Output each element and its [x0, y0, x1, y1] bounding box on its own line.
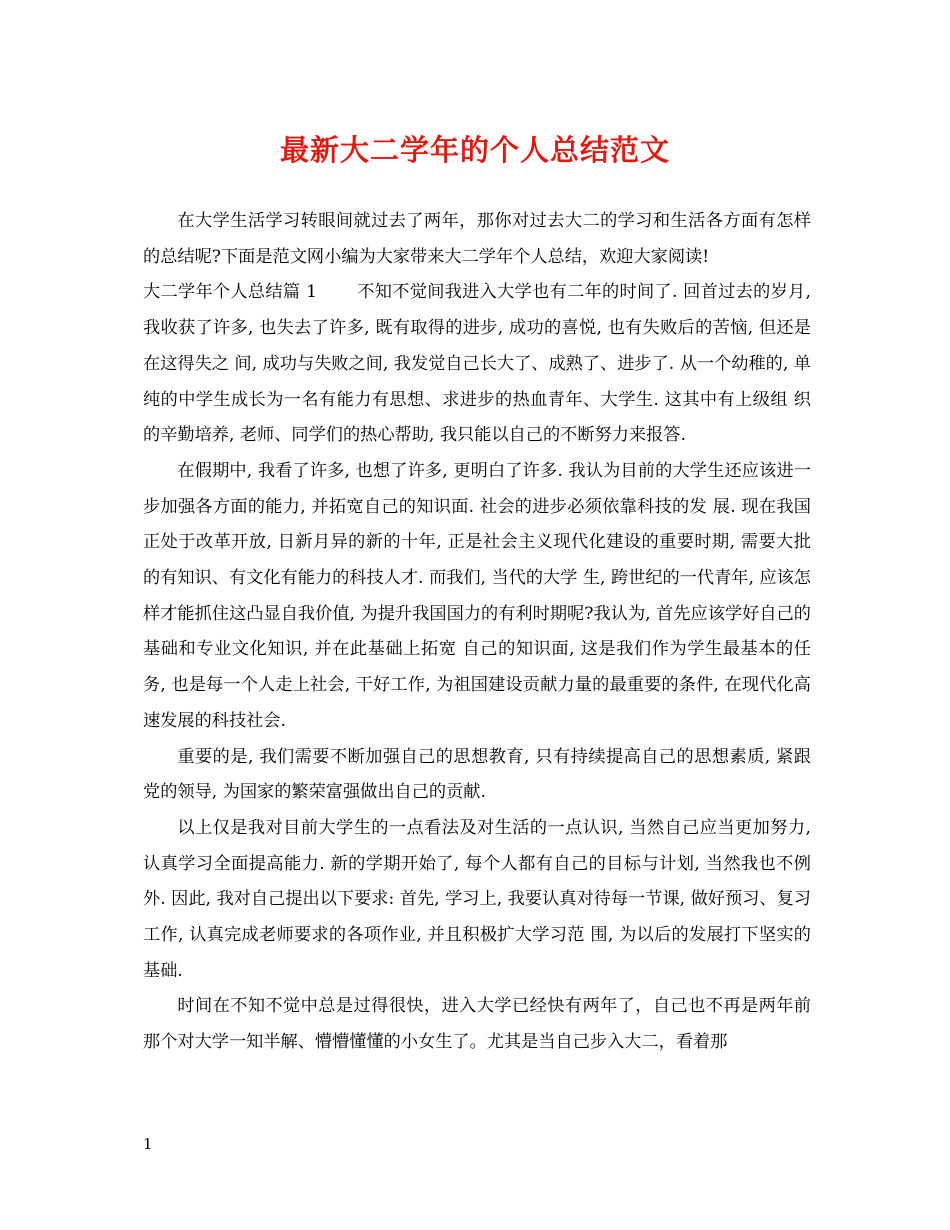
intro-paragraph: 在大学生活学习转眼间就过去了两年，那你对过去大二的学习和生活各方面有怎样的总结呢?下面是范文网小编为大家带来大二学年个人总结，欢迎大家阅读! [143, 211, 811, 267]
document-body [143, 204, 811, 1061]
paragraph-5: 时间在不知不觉中总是过得很快，进入大学已经快有两年了，自己也不再是两年前那个对大学一知半解、懵懵懂懂的小女生了。尤其是当自己步入大二，看着那 [143, 996, 811, 1053]
page-number: 1 [143, 1135, 153, 1153]
document-title: 最新大二学年的个人总结范文 [279, 133, 670, 167]
section-heading: 大二学年个人总结篇 1 [143, 282, 318, 303]
section-paragraph [143, 275, 811, 454]
paragraph-1: 不知不觉间我进入大学也有二年的时间了. 回首过去的岁月, 我收获了许多, 也失去了许多, 既有取得的进步, 成功的喜悦, 也有失败后的苦恼, 但还是在这得失之 间, 成功与失败之间, 我发觉自己长大了、成熟了、进步了. 从一个幼稚的, 单纯的中学生成长为一名有能力有思想、求进步的热血青年、大学生. 这其中有上级组 织的辛勤培养, 老师、同学们的热心帮助, 我只能以自己的不断努力来报答. [143, 282, 811, 446]
paragraph-2: 在假期中, 我看了许多, 也想了许多, 更明白了许多. 我认为目前的大学生还应该进一步加强各方面的能力, 并拓宽自己的知识面. 社会的进步必须依靠科技的发 展. 现在我国正处于改革开放, 日新月异的新的十年, 正是社会主义现代化建设的重要时期, 需要大批的有知识、有文化有能力的科技人才. 而我们, 当代的大学 生, 跨世纪的一代青年, 应该怎样才能抓住这凸显自我价值, 为提升我国国力的有利时期呢?我认为, 首先应该学好自己的基础和专业文化知识, 并在此基础上拓宽 自己的知识面, 这是我们作为学生最基本的任务, 也是每一个人走上社会, 干好工作, 为祖国建设贡献力量的最重要的条件, 在现代化高速发展的科技社会. [143, 460, 811, 731]
paragraph-4: 以上仅是我对目前大学生的一点看法及对生活的一点认识, 当然自己应当更加努力, 认真学习全面提高能力. 新的学期开始了, 每个人都有自己的目标与计划, 当然我也不例外. 因此, 我对自己提出以下要求: 首先, 学习上, 我要认真对待每一节课, 做好预习、复习工作, 认真完成老师要求的各项作业, 并且积极扩大学习范 围, 为以后的发展打下坚实的基础. [143, 817, 811, 981]
paragraph-3: 重要的是, 我们需要不断加强自己的思想教育, 只有持续提高自己的思想素质, 紧跟党的领导, 为国家的繁荣富强做出自己的贡献. [143, 746, 811, 803]
